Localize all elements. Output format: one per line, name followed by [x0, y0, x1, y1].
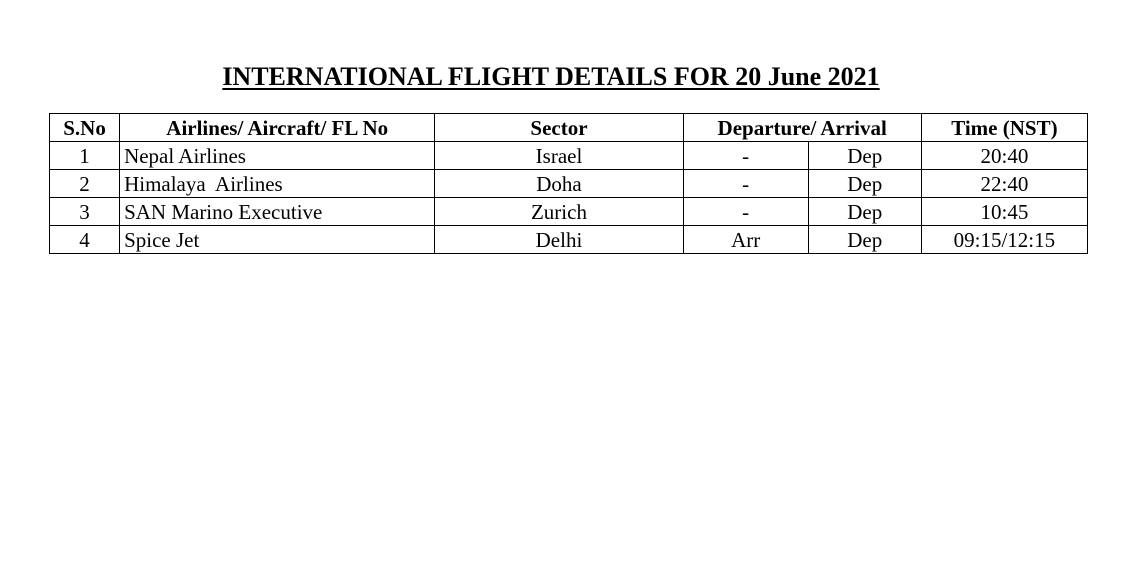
header-sector: Sector: [435, 114, 683, 142]
cell-arrival: -: [683, 170, 808, 198]
cell-sector: Zurich: [435, 198, 683, 226]
cell-departure: Dep: [808, 170, 921, 198]
header-time: Time (NST): [921, 114, 1087, 142]
cell-time: 10:45: [921, 198, 1087, 226]
cell-sno: 4: [50, 226, 120, 254]
cell-sector: Doha: [435, 170, 683, 198]
cell-airline: Spice Jet: [120, 226, 435, 254]
cell-time: 20:40: [921, 142, 1087, 170]
cell-airline: SAN Marino Executive: [120, 198, 435, 226]
cell-airline: Nepal Airlines: [120, 142, 435, 170]
cell-arrival: Arr: [683, 226, 808, 254]
cell-sector: Delhi: [435, 226, 683, 254]
table-row: [50, 170, 1088, 198]
cell-airline: Himalaya Airlines: [120, 170, 435, 198]
header-sno: S.No: [50, 114, 120, 142]
cell-sno: 2: [50, 170, 120, 198]
cell-departure: Dep: [808, 198, 921, 226]
cell-time: 09:15/12:15: [921, 226, 1087, 254]
table-row: [50, 198, 1088, 226]
header-airlines: Airlines/ Aircraft/ FL No: [120, 114, 435, 142]
cell-arrival: -: [683, 198, 808, 226]
cell-departure: Dep: [808, 226, 921, 254]
cell-time: 22:40: [921, 170, 1087, 198]
cell-arrival: -: [683, 142, 808, 170]
cell-sector: Israel: [435, 142, 683, 170]
table-header-row: [50, 114, 1088, 142]
flight-details-table: [49, 113, 1088, 254]
cell-departure: Dep: [808, 142, 921, 170]
table-row: [50, 142, 1088, 170]
cell-sno: 1: [50, 142, 120, 170]
cell-sno: 3: [50, 198, 120, 226]
header-departure-arrival: Departure/ Arrival: [683, 114, 921, 142]
table-row: [50, 226, 1088, 254]
page-title: INTERNATIONAL FLIGHT DETAILS FOR 20 June 2021: [222, 62, 880, 91]
